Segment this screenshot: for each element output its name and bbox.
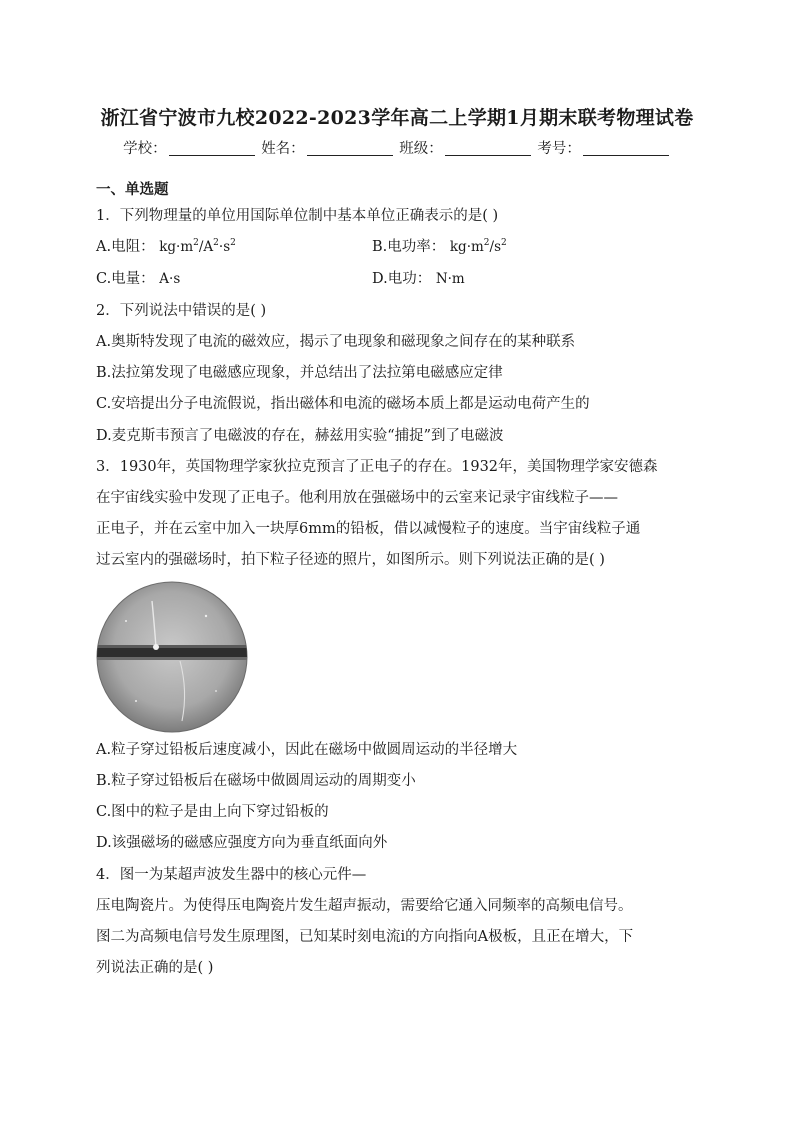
q2-option-c: C.安培提出分子电流假说，指出磁体和电流的磁场本质上都是运动电荷产生的 (96, 396, 590, 412)
q1-option-c (96, 270, 180, 288)
q4-stem-line-1: 4．图一为某超声波发生器中的核心元件— (96, 867, 367, 883)
page-title: 浙江省宁波市九校2022-2023学年高二上学期1月期末联考物理试卷 (100, 107, 694, 129)
q2-option-b: B.法拉第发现了电磁感应现象，并总结出了法拉第电磁感应定律 (96, 365, 503, 381)
q1-option-b-label: B.电功率： (372, 239, 446, 255)
q1-option-a-unit: $kg\cdot m^2/A^2\cdot s^2$ (159, 238, 236, 255)
q1-option-c-unit: A·s (159, 271, 181, 287)
q1-option-d-label: D.电功： (372, 271, 432, 287)
number-label: 考号： (537, 141, 581, 157)
q1-option-d (372, 270, 465, 288)
class-blank[interactable] (445, 142, 531, 156)
q2-option-d: D.麦克斯韦预言了电磁波的存在，赫兹用实验“捕捉”到了电磁波 (96, 428, 504, 444)
q4-stem-line-2: 压电陶瓷片。为使得压电陶瓷片发生超声振动，需要给它通入同频率的高频电信号。 (96, 898, 633, 914)
cloud-chamber-photo (96, 581, 248, 733)
class-label: 班级： (399, 141, 443, 157)
lead-plate (96, 648, 248, 657)
q3-option-a: A.粒子穿过铅板后速度减小，因此在磁场中做圆周运动的半径增大 (96, 742, 518, 758)
q3-option-c: C.图中的粒子是由上向下穿过铅板的 (96, 804, 329, 820)
number-blank[interactable] (583, 142, 669, 156)
name-label: 姓名： (261, 141, 305, 157)
school-blank[interactable] (169, 142, 255, 156)
q2-option-a: A.奥斯特发现了电流的磁效应，揭示了电现象和磁现象之间存在的某种联系 (96, 334, 576, 350)
q1-option-c-label: C.电量： (96, 271, 155, 287)
student-info-line (0, 137, 794, 158)
q3-stem-line-1: 3．1930年，英国物理学家狄拉克预言了正电子的存在。1932年，美国物理学家安德森 (96, 459, 658, 475)
school-label: 学校： (123, 141, 167, 157)
q4-stem-line-3: 图二为高频电信号发生原理图，已知某时刻电流i的方向指向A极板，且正在增大，下 (96, 929, 634, 945)
q1-option-b (372, 238, 507, 256)
q1-stem: 1．下列物理量的单位用国际单位制中基本单位正确表示的是( ) (96, 208, 499, 224)
q1-option-a-label: A.电阻： (96, 239, 155, 255)
q3-stem-line-3: 正电子，并在云室中加入一块厚6mm的铅板，借以减慢粒子的速度。当宇宙线粒子通 (96, 521, 641, 537)
q3-option-d: D.该强磁场的磁感应强度方向为垂直纸面向外 (96, 835, 388, 851)
section-heading: 一、单选题 (96, 181, 169, 198)
q1-option-b-unit: $kg\cdot m^2/s^2$ (449, 238, 507, 255)
q1-option-a (96, 238, 236, 256)
q2-stem: 2．下列说法中错误的是( ) (96, 303, 267, 319)
q3-option-b: B.粒子穿过铅板后在磁场中做圆周运动的周期变小 (96, 773, 416, 789)
q4-stem-line-4: 列说法正确的是( ) (96, 960, 214, 976)
q1-option-d-unit: N·m (435, 271, 465, 287)
name-blank[interactable] (307, 142, 393, 156)
q3-stem-line-2: 在宇宙线实验中发现了正电子。他利用放在强磁场中的云室来记录宇宙线粒子—— (96, 490, 618, 506)
q3-stem-line-4: 过云室内的强磁场时，拍下粒子径迹的照片，如图所示。则下列说法正确的是( ) (96, 552, 605, 568)
